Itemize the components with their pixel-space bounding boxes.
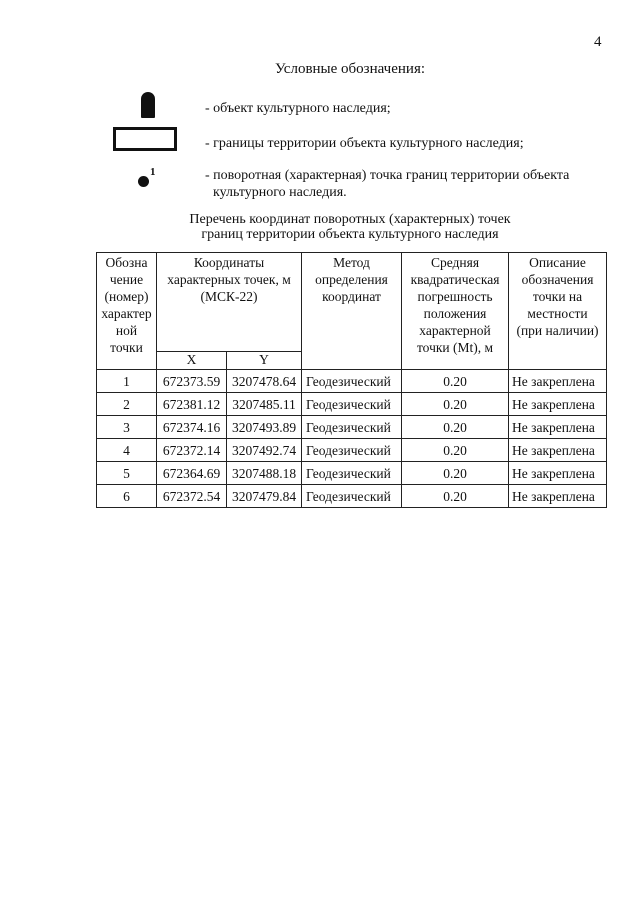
cell-x: 672374.16 — [157, 416, 227, 439]
table-caption-line1: Перечень координат поворотных (характерных) точек — [189, 212, 511, 227]
cell-x: 672381.12 — [157, 393, 227, 416]
cell-y: 3207488.18 — [227, 462, 302, 485]
table-caption — [0, 212, 640, 242]
cell-x: 672364.69 — [157, 462, 227, 485]
cell-method: Геодезический — [302, 462, 402, 485]
legend-item-monument: - объект культурного наследия; — [205, 101, 391, 116]
cell-error: 0.20 — [402, 370, 509, 393]
cell-error: 0.20 — [402, 462, 509, 485]
header-x: X — [157, 352, 227, 370]
table-row — [97, 393, 607, 416]
coordinates-table — [96, 252, 607, 508]
header-method: Метод определения координат — [302, 253, 402, 370]
cell-error: 0.20 — [402, 485, 509, 508]
legend-item-turning-point-line1: - поворотная (характерная) точка границ территории объекта — [205, 168, 570, 183]
boundary-rectangle-icon — [113, 127, 177, 151]
cell-description: Не закреплена — [509, 439, 607, 462]
cell-description: Не закреплена — [509, 462, 607, 485]
cell-point-number: 1 — [97, 370, 157, 393]
page-number: 4 — [594, 34, 602, 50]
cell-method: Геодезический — [302, 416, 402, 439]
table-row — [97, 416, 607, 439]
cell-error: 0.20 — [402, 416, 509, 439]
cell-y: 3207479.84 — [227, 485, 302, 508]
cell-description: Не закреплена — [509, 393, 607, 416]
turning-point-icon — [138, 176, 149, 187]
cell-y: 3207492.74 — [227, 439, 302, 462]
legend-item-turning-point — [205, 167, 605, 201]
header-coordinates: Координаты характерных точек, м (МСК-22) — [157, 253, 302, 352]
header-error: Средняя квадратическая погрешность положения характерной точки (Mt), м — [402, 253, 509, 370]
header-point-number: Обозна чение (номер) характер ной точки — [97, 253, 157, 370]
cell-point-number: 6 — [97, 485, 157, 508]
cell-method: Геодезический — [302, 439, 402, 462]
cell-x: 672372.14 — [157, 439, 227, 462]
cell-description: Не закреплена — [509, 485, 607, 508]
cell-point-number: 4 — [97, 439, 157, 462]
cell-y: 3207478.64 — [227, 370, 302, 393]
header-description: Описание обозначения точки на местности (при наличии) — [509, 253, 607, 370]
cell-description: Не закреплена — [509, 416, 607, 439]
cell-point-number: 3 — [97, 416, 157, 439]
cell-point-number: 5 — [97, 462, 157, 485]
table-row — [97, 462, 607, 485]
cell-x: 672373.59 — [157, 370, 227, 393]
cell-description: Не закреплена — [509, 370, 607, 393]
table-row — [97, 439, 607, 462]
cell-method: Геодезический — [302, 485, 402, 508]
turning-point-label: 1 — [150, 166, 156, 178]
table-row — [97, 485, 607, 508]
header-y: Y — [227, 352, 302, 370]
monument-icon — [141, 92, 155, 118]
cell-y: 3207485.11 — [227, 393, 302, 416]
cell-error: 0.20 — [402, 393, 509, 416]
cell-y: 3207493.89 — [227, 416, 302, 439]
table-row — [97, 370, 607, 393]
legend-title: Условные обозначения: — [274, 61, 426, 77]
legend-item-boundary: - границы территории объекта культурного наследия; — [205, 136, 524, 151]
cell-method: Геодезический — [302, 393, 402, 416]
cell-x: 672372.54 — [157, 485, 227, 508]
table-caption-line2: границ территории объекта культурного наследия — [201, 227, 499, 242]
cell-error: 0.20 — [402, 439, 509, 462]
cell-method: Геодезический — [302, 370, 402, 393]
legend-item-turning-point-line2: культурного наследия. — [213, 185, 347, 200]
cell-point-number: 2 — [97, 393, 157, 416]
